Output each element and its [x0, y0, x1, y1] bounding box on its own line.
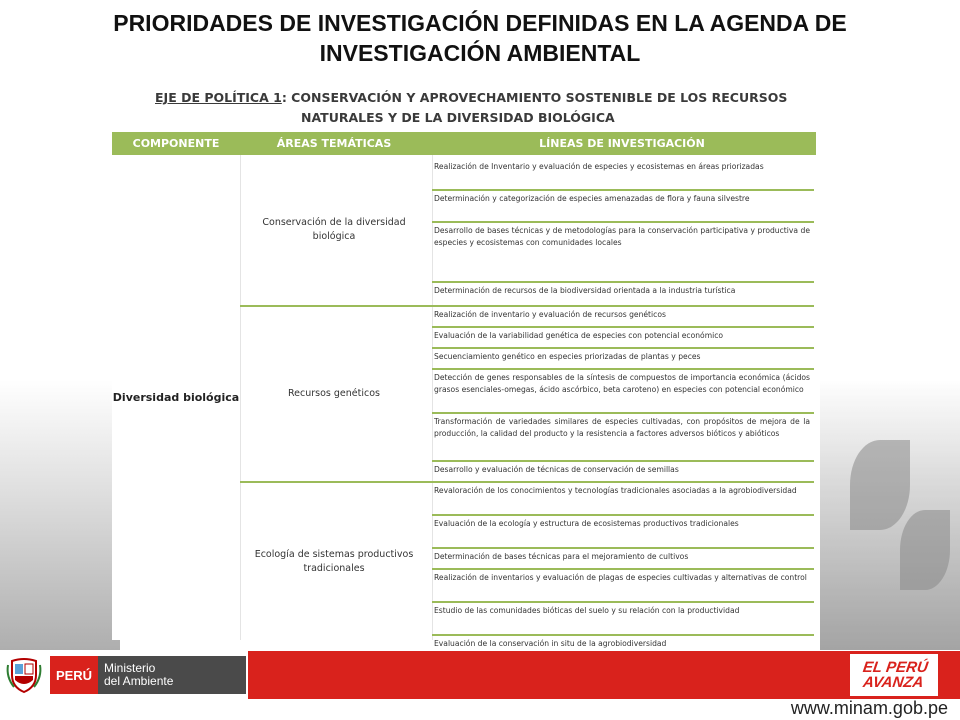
research-line-row: Estudio de las comunidades bióticas del suelo y su relación con la productividad: [434, 606, 740, 615]
policy-axis-label: EJE DE POLÍTICA 1: [155, 90, 282, 105]
leaf-shape: [900, 510, 950, 590]
coat-of-arms-icon: [4, 655, 44, 695]
ministry-name: [98, 656, 246, 694]
area-cell-conservation: [240, 155, 428, 305]
research-line-row: Desarrollo y evaluación de técnicas de conservación de semillas: [434, 465, 679, 474]
area-name: Ecología de sistemas productivos tradicionales: [254, 548, 414, 574]
research-line-row: Determinación de recursos de la biodiversidad orientada a la industria turística: [434, 286, 736, 295]
leaf-shape: [850, 440, 910, 530]
slogan-line1: EL PERÚ: [861, 659, 929, 676]
ministry-name-line2: del Ambiente: [104, 674, 174, 688]
area-cell-traditional-systems: [240, 483, 428, 640]
research-line-row: Evaluación de la conservación in situ de la agrobiodiversidad: [434, 639, 667, 648]
research-lines-table: [112, 132, 816, 648]
research-line-row: Transformación de variedades similares de especies cultivadas, con propósitos de mejora de la producción, la calidad del producto y la resistencia a factores adversos bióticos y abióticos: [434, 417, 810, 438]
research-line-row: Determinación de bases técnicas para el mejoramiento de cultivos: [434, 552, 689, 561]
table-body: [112, 155, 816, 648]
research-line-row: Secuenciamiento genético en especies priorizadas de plantas y peces: [434, 352, 701, 361]
slide-title-line2: INVESTIGACIÓN AMBIENTAL: [319, 40, 641, 66]
research-line-row: Evaluación de la variabilidad genética de especies con potencial económico: [434, 331, 724, 340]
policy-axis-heading: [155, 88, 815, 128]
header-componente: COMPONENTE: [132, 137, 220, 150]
slogan-line2: AVANZA: [861, 674, 925, 691]
research-line-row: Realización de inventarios y evaluación de plagas de especies cultivadas y alternativas de control: [434, 573, 807, 582]
research-line-row: Determinación y categorización de especies amenazadas de flora y fauna silvestre: [434, 194, 750, 203]
header-lineas-investigacion: LÍNEAS DE INVESTIGACIÓN: [539, 137, 705, 150]
background-photo-left: [0, 380, 120, 650]
ministry-name-line1: Ministerio: [104, 661, 156, 675]
policy-axis-text-2: NATURALES Y DE LA DIVERSIDAD BIOLÓGICA: [301, 110, 615, 125]
policy-axis-text-1: : CONSERVACIÓN Y APROVECHAMIENTO SOSTENIBLE DE LOS RECURSOS: [281, 90, 788, 105]
area-cell-genetic-resources: [240, 307, 428, 481]
component-cell: [112, 155, 240, 640]
table-header-row: [112, 132, 816, 155]
website-url: www.minam.gob.pe: [790, 698, 948, 718]
slide-title-line1: PRIORIDADES DE INVESTIGACIÓN DEFINIDAS EN LA AGENDA DE: [113, 10, 847, 36]
header-areas-tematicas: ÁREAS TEMÁTICAS: [276, 137, 392, 150]
ministry-logo: [0, 651, 248, 699]
peru-label: PERÚ: [50, 656, 98, 694]
research-line-row: Detección de genes responsables de la síntesis de compuestos de importancia económica (ácidos grasos esenciales-omegas, ácido ascórbico, beta caroteno) en especies con potencial económico: [434, 373, 810, 394]
slogan-logo: [850, 654, 938, 696]
research-line-row: Realización de Inventario y evaluación de especies y ecosistemas en áreas priorizadas: [434, 162, 764, 171]
research-line-row: Desarrollo de bases técnicas y de metodologías para la conservación participativa y productiva de especies y ecosistemas con comunidades locales: [434, 226, 810, 247]
slide-title: [0, 8, 960, 68]
footer-bar: [0, 651, 960, 699]
research-line-row: Revaloración de los conocimientos y tecnologías tradicionales asociadas a la agrobiodiversidad: [434, 486, 797, 495]
area-name: Conservación de la diversidad biológica: [262, 217, 406, 242]
component-name: Diversidad biológica: [112, 391, 240, 404]
background-photo-right: [820, 380, 960, 650]
research-line-row: Evaluación de la ecología y estructura de ecosistemas productivos tradicionales: [434, 519, 739, 528]
area-name: Recursos genéticos: [288, 388, 380, 399]
research-line-row: Realización de inventario y evaluación de recursos genéticos: [434, 310, 666, 319]
